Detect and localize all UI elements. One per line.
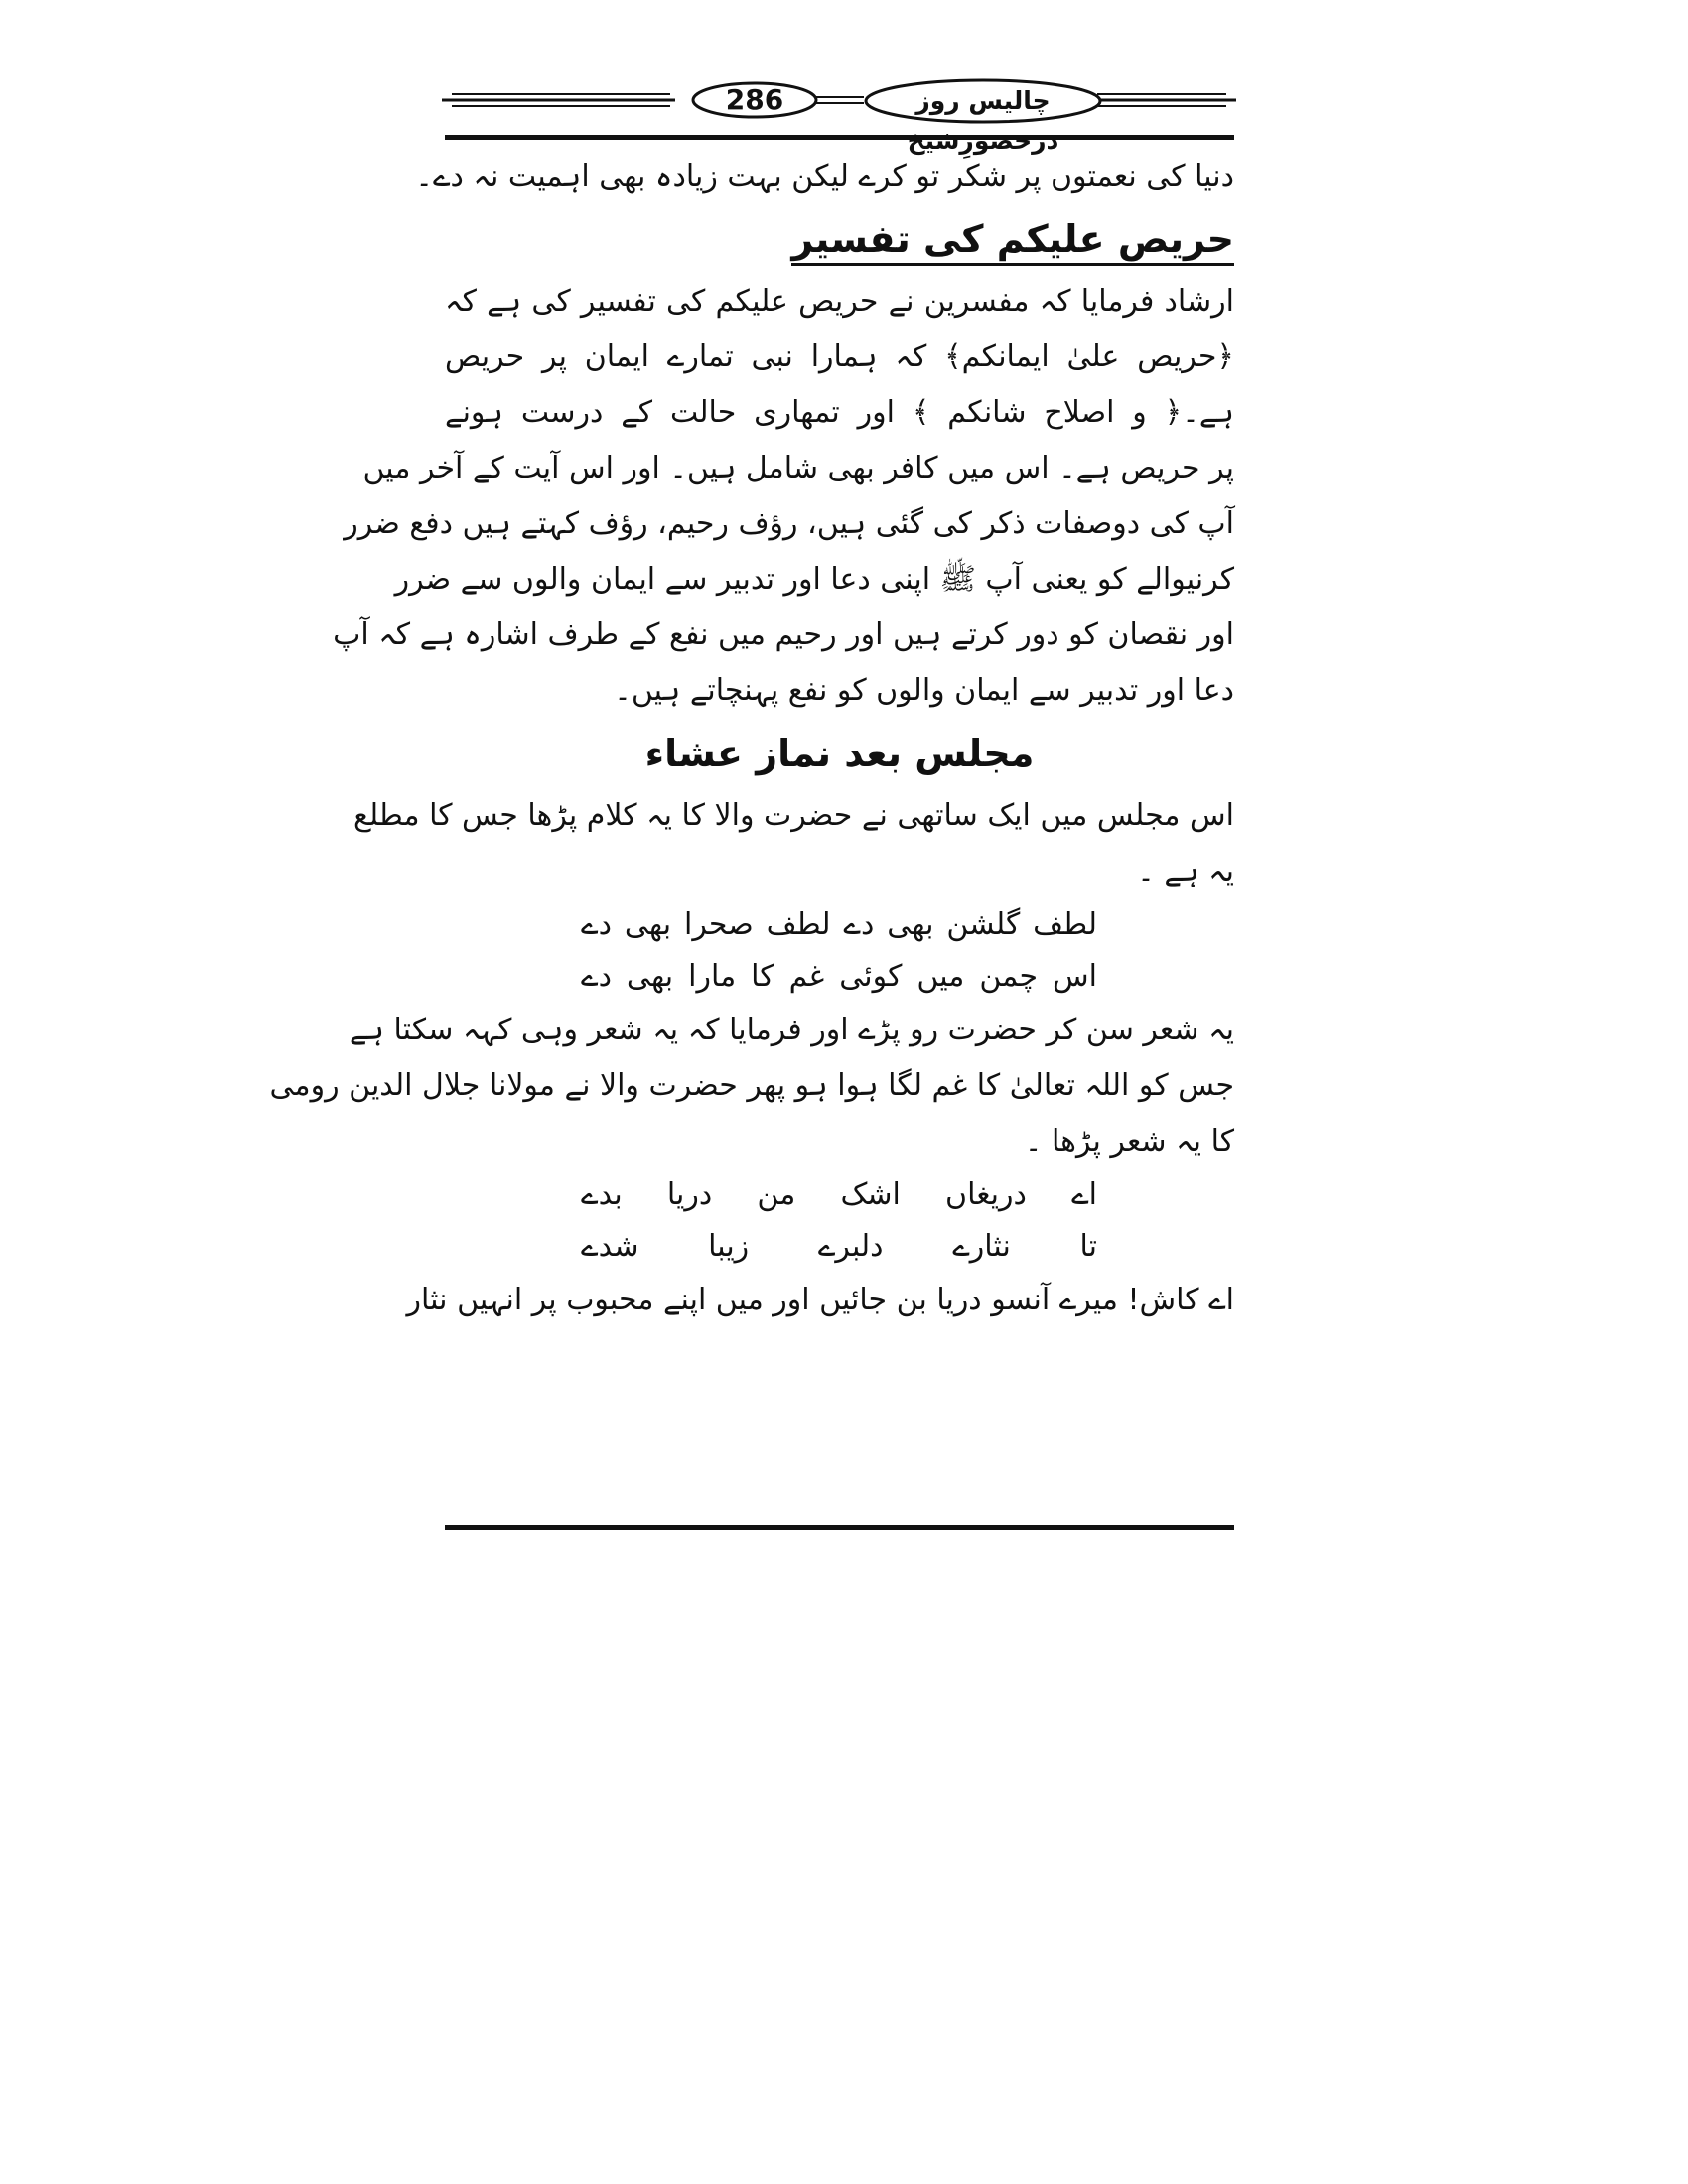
paragraph-rumi — [269, 1003, 1234, 1169]
intro-line: دنیا کی نعمتوں پر شکر تو کرے لیکن بہت زیادہ بھی اہمیت نہ دے۔ — [415, 159, 1234, 194]
paragraph-line: اور نقصان کو دور کرتے ہیں اور رحیم میں نفع کے طرف اشارہ ہے کہ آپ — [333, 617, 1234, 652]
verse-couplet-2 — [445, 1169, 1234, 1273]
paragraph-line: دعا اور تدبیر سے ایمان والوں کو نفع پہنچاتے ہیں۔ — [614, 673, 1234, 708]
paragraph-line: پر حریص ہے۔ اس میں کافر بھی شامل ہیں۔ اور اس آیت کے آخر میں — [362, 451, 1234, 485]
section-heading-majlis: مجلس بعد نماز عشاء — [644, 732, 1035, 775]
paragraph-line: یہ ہے ۔ — [1137, 854, 1234, 888]
verse-line: لطف گلشن بھی دے لطف صحرا بھی دے — [581, 907, 1097, 942]
paragraph-line: ارشاد فرمایا کہ مفسرین نے حریص علیکم کی تفسیر کی ہے کہ — [445, 284, 1234, 319]
paragraph-tafseer — [333, 274, 1234, 719]
header-ornament — [442, 77, 1236, 155]
paragraph-line: ہے۔﴿ و اصلاح شانکم ﴾ اور تمھاری حالت کے درست ہونے — [445, 395, 1234, 430]
verse-line: اے دریغاں اشک من دریا بدے — [581, 1177, 1097, 1212]
verse-couplet-1 — [445, 899, 1234, 1003]
paragraph-line: جس کو اللہ تعالیٰ کا غم لگا ہوا ہو پھر حضرت والا نے مولانا جلال الدین رومی — [269, 1068, 1234, 1103]
book-title: چالیس روز درحضورِشیخ — [907, 86, 1059, 155]
bottom-rule — [445, 1525, 1234, 1530]
page-body — [269, 149, 1234, 1328]
paragraph-line: اس مجلس میں ایک ساتھی نے حضرت والا کا یہ کلام پڑھا جس کا مطلع — [352, 798, 1234, 833]
last-line: اے کاش! میرے آنسو دریا بن جائیں اور میں اپنے محبوب پر انہیں نثار — [406, 1283, 1234, 1317]
verse-line: اس چمن میں کوئی غم کا مارا بھی دے — [581, 959, 1097, 994]
paragraph-line: ﴿حریص علیٰ ایمانکم﴾ کہ ہمارا نبی تمارے ایمان پر حریص — [445, 340, 1234, 374]
paragraph-line: کا یہ شعر پڑھا ۔ — [1024, 1124, 1234, 1159]
section-heading-tafseer-text: حریص علیکم کی تفسیر — [791, 217, 1234, 266]
verse-line: تا نثارے دلبرے زیبا شدے — [581, 1229, 1097, 1264]
page-number: 286 — [725, 83, 784, 116]
page-header — [442, 77, 1236, 155]
paragraph-majlis — [352, 788, 1234, 899]
paragraph-line: آپ کی دوصفات ذکر کی گئی ہیں، رؤف رحیم، رؤف کہتے ہیں دفع ضرر — [344, 506, 1234, 541]
paragraph-line: یہ شعر سن کر حضرت رو پڑے اور فرمایا کہ یہ شعر وہی کہہ سکتا ہے — [349, 1013, 1234, 1047]
section-heading-tafseer — [445, 205, 1234, 274]
paragraph-line: کرنیوالے کو یعنی آپ ﷺ اپنی دعا اور تدبیر سے ایمان والوں سے ضرر — [394, 562, 1234, 597]
